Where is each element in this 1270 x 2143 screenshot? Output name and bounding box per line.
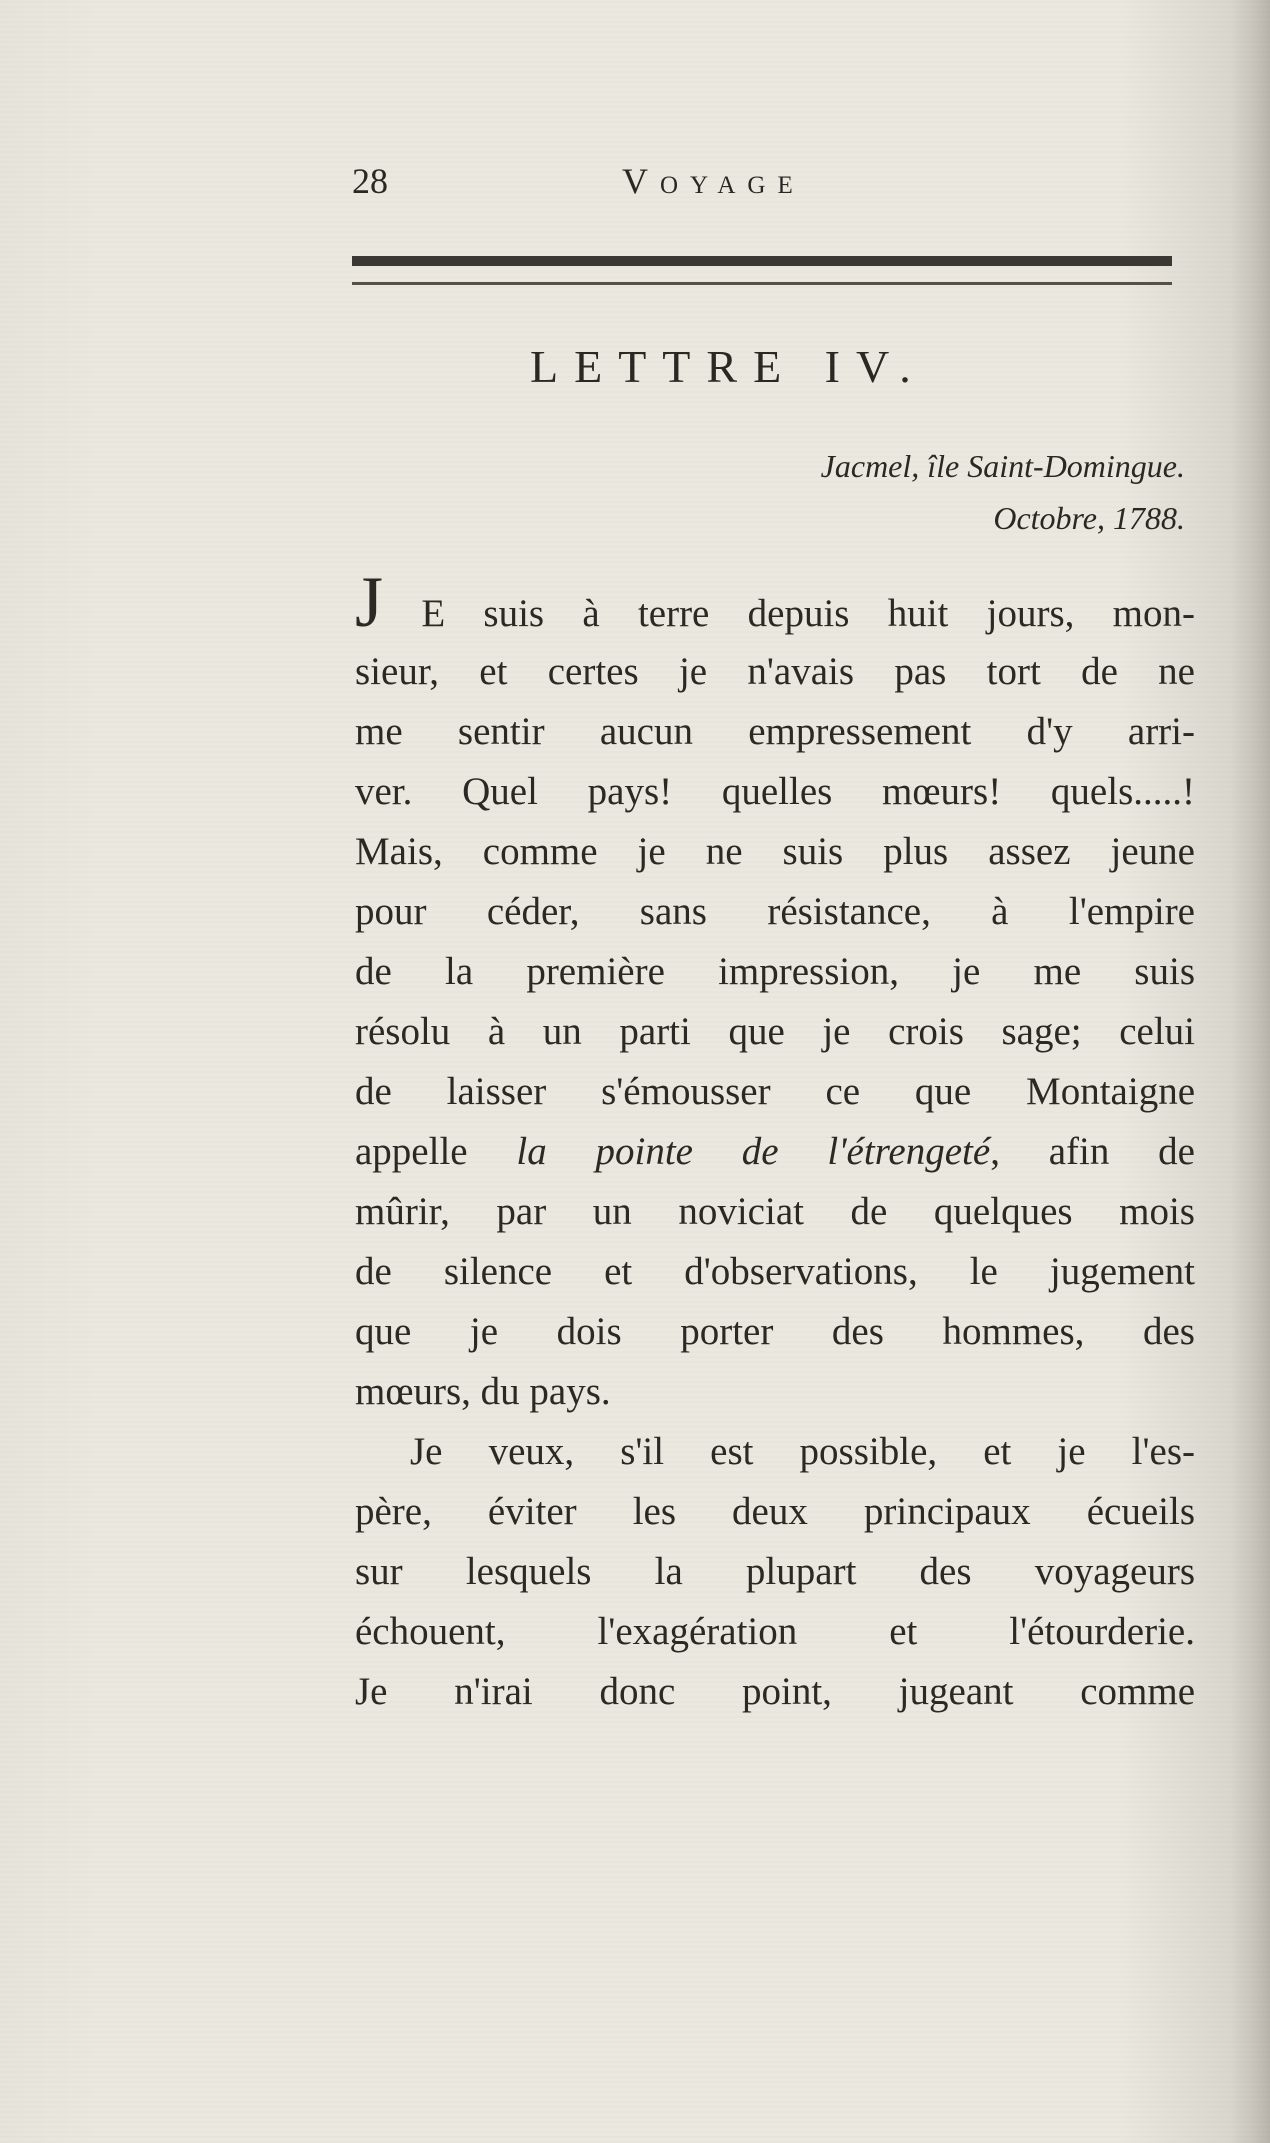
text-line bbox=[355, 1122, 1195, 1182]
letter-title: LETTRE IV. bbox=[530, 341, 927, 392]
text-line: me sentir aucun empressement d'y arri- bbox=[355, 710, 1195, 753]
text-line-content: E suis à terre depuis huit jours, mon- bbox=[421, 592, 1196, 635]
text-line: ver. Quel pays! quelles mœurs! quels.....! bbox=[355, 770, 1195, 813]
drop-cap: J bbox=[355, 562, 384, 642]
header-rule-thick bbox=[352, 256, 1172, 266]
text-line: résolu à un parti que je crois sage; celui bbox=[355, 1010, 1195, 1053]
text-line: de silence et d'observations, le jugement bbox=[355, 1250, 1195, 1293]
letter-body bbox=[355, 562, 1196, 1722]
text-line: père, éviter les deux principaux écueils bbox=[355, 1490, 1195, 1533]
text-line: de laisser s'émousser ce que Montaigne bbox=[355, 1070, 1195, 1113]
text-line: Je n'irai donc point, jugeant comme bbox=[355, 1670, 1195, 1713]
header-rule-thin bbox=[352, 282, 1172, 285]
page-number: 28 bbox=[352, 161, 388, 201]
text-fragment: , afin de bbox=[990, 1130, 1195, 1173]
italic-quote: la pointe de l'étrengeté bbox=[516, 1130, 991, 1173]
text-line: sieur, et certes je n'avais pas tort de ne bbox=[355, 650, 1195, 693]
text-line: mûrir, par un noviciat de quelques mois bbox=[355, 1190, 1195, 1233]
text-line: échouent, l'exagération et l'étourderie. bbox=[355, 1610, 1195, 1653]
page-header bbox=[352, 160, 1182, 210]
text-line: pour céder, sans résistance, à l'empire bbox=[355, 890, 1195, 933]
text-line: Mais, comme je ne suis plus assez jeune bbox=[355, 830, 1195, 873]
text-fragment: appelle bbox=[355, 1130, 517, 1173]
dateline-date: Octobre, 1788. bbox=[993, 500, 1185, 536]
text-line bbox=[355, 562, 1196, 642]
text-line: sur lesquels la plupart des voyageurs bbox=[355, 1550, 1195, 1593]
dateline bbox=[485, 440, 1185, 544]
text-line: de la première impression, je me suis bbox=[355, 950, 1195, 993]
paragraph-2 bbox=[355, 1422, 1195, 1722]
text-line: mœurs, du pays. bbox=[355, 1370, 611, 1413]
running-head: Voyage bbox=[622, 161, 805, 201]
text-line: Je veux, s'il est possible, et je l'es- bbox=[410, 1430, 1195, 1473]
text-line: que je dois porter des hommes, des bbox=[355, 1310, 1195, 1353]
paragraph-1 bbox=[355, 562, 1196, 1422]
page-gutter-shadow bbox=[1230, 0, 1270, 2143]
dateline-place: Jacmel, île Saint-Domingue. bbox=[820, 448, 1185, 484]
